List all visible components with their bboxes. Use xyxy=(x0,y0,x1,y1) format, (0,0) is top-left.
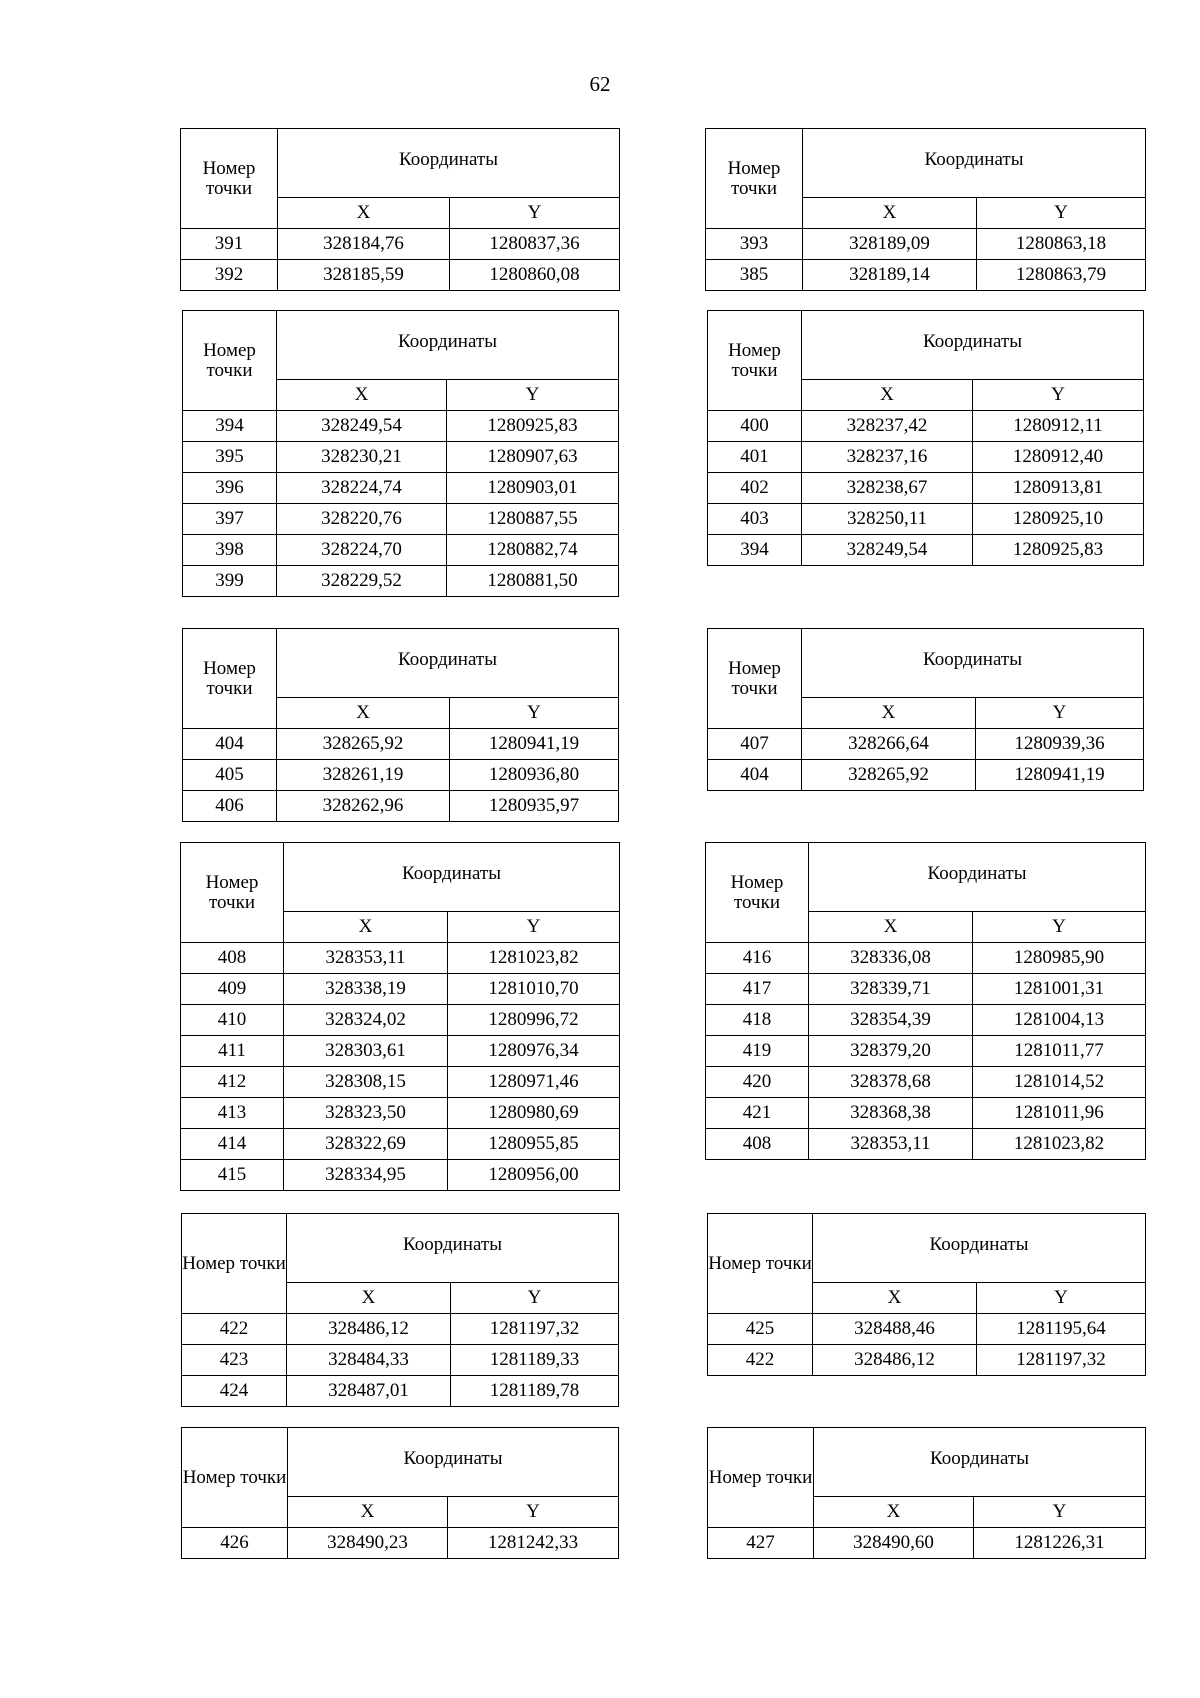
y-header: Y xyxy=(977,1283,1146,1314)
coordinates-header: Координаты xyxy=(803,129,1146,198)
point-number-header: Номер точки xyxy=(182,1428,288,1528)
table-row xyxy=(183,473,619,504)
x-coordinate-cell: 328229,52 xyxy=(277,566,447,597)
coordinate-table xyxy=(705,842,1146,1160)
y-coordinate-cell: 1280956,00 xyxy=(448,1160,620,1191)
coordinates-header: Координаты xyxy=(802,629,1144,698)
coordinate-table xyxy=(707,310,1144,566)
table-row xyxy=(706,1005,1146,1036)
y-coordinate-cell: 1280939,36 xyxy=(976,729,1144,760)
x-coordinate-cell: 328323,50 xyxy=(284,1098,448,1129)
coordinate-table xyxy=(707,1213,1146,1376)
y-coordinate-cell: 1281226,31 xyxy=(974,1528,1146,1559)
y-coordinate-cell: 1281014,52 xyxy=(973,1067,1146,1098)
x-header: X xyxy=(813,1283,977,1314)
point-number-cell: 392 xyxy=(181,260,278,291)
x-coordinate-cell: 328189,09 xyxy=(803,229,977,260)
y-coordinate-cell: 1281197,32 xyxy=(977,1345,1146,1376)
y-coordinate-cell: 1281004,13 xyxy=(973,1005,1146,1036)
table-row xyxy=(182,1528,619,1559)
table-row xyxy=(183,729,619,760)
x-coordinate-cell: 328308,15 xyxy=(284,1067,448,1098)
point-number-cell: 385 xyxy=(706,260,803,291)
y-coordinate-cell: 1281242,33 xyxy=(448,1528,619,1559)
point-number-cell: 393 xyxy=(706,229,803,260)
table-row xyxy=(181,1036,620,1067)
x-header: X xyxy=(802,698,976,729)
x-coordinate-cell: 328353,11 xyxy=(809,1129,973,1160)
y-coordinate-cell: 1281189,78 xyxy=(451,1376,619,1407)
y-coordinate-cell: 1281197,32 xyxy=(451,1314,619,1345)
x-coordinate-cell: 328262,96 xyxy=(277,791,450,822)
table-row xyxy=(181,1129,620,1160)
y-coordinate-cell: 1280936,80 xyxy=(450,760,619,791)
table-row xyxy=(708,1314,1146,1345)
x-coordinate-cell: 328185,59 xyxy=(278,260,450,291)
point-number-cell: 411 xyxy=(181,1036,284,1067)
coordinates-header: Координаты xyxy=(814,1428,1146,1497)
y-coordinate-cell: 1281023,82 xyxy=(448,943,620,974)
x-coordinate-cell: 328224,70 xyxy=(277,535,447,566)
y-coordinate-cell: 1280912,40 xyxy=(973,442,1144,473)
table-row xyxy=(181,260,620,291)
point-number-header: Номер точки xyxy=(182,1214,287,1314)
point-number-header: Номер точки xyxy=(708,629,802,729)
y-coordinate-cell: 1281195,64 xyxy=(977,1314,1146,1345)
x-coordinate-cell: 328484,33 xyxy=(287,1345,451,1376)
coordinate-table xyxy=(180,842,620,1191)
point-number-cell: 427 xyxy=(708,1528,814,1559)
y-coordinate-cell: 1280907,63 xyxy=(447,442,619,473)
y-coordinate-cell: 1280971,46 xyxy=(448,1067,620,1098)
point-number-cell: 398 xyxy=(183,535,277,566)
coordinates-header: Координаты xyxy=(284,843,620,912)
x-header: X xyxy=(802,380,973,411)
point-number-cell: 405 xyxy=(183,760,277,791)
coordinate-table xyxy=(180,128,620,291)
coordinate-table xyxy=(181,1213,619,1407)
point-number-cell: 409 xyxy=(181,974,284,1005)
y-coordinate-cell: 1280996,72 xyxy=(448,1005,620,1036)
point-number-cell: 423 xyxy=(182,1345,287,1376)
point-number-cell: 403 xyxy=(708,504,802,535)
point-number-cell: 414 xyxy=(181,1129,284,1160)
x-coordinate-cell: 328368,38 xyxy=(809,1098,973,1129)
y-coordinate-cell: 1280882,74 xyxy=(447,535,619,566)
y-coordinate-cell: 1280935,97 xyxy=(450,791,619,822)
point-number-cell: 418 xyxy=(706,1005,809,1036)
point-number-cell: 394 xyxy=(183,411,277,442)
y-coordinate-cell: 1280985,90 xyxy=(973,943,1146,974)
table-row xyxy=(181,943,620,974)
point-number-cell: 391 xyxy=(181,229,278,260)
x-coordinate-cell: 328261,19 xyxy=(277,760,450,791)
y-coordinate-cell: 1280925,83 xyxy=(447,411,619,442)
point-number-cell: 407 xyxy=(708,729,802,760)
point-number-cell: 408 xyxy=(181,943,284,974)
y-header: Y xyxy=(973,380,1144,411)
point-number-cell: 422 xyxy=(182,1314,287,1345)
point-number-cell: 424 xyxy=(182,1376,287,1407)
coordinate-table xyxy=(182,628,619,822)
table-row xyxy=(183,535,619,566)
coordinates-header: Координаты xyxy=(802,311,1144,380)
x-coordinate-cell: 328334,95 xyxy=(284,1160,448,1191)
y-coordinate-cell: 1281011,77 xyxy=(973,1036,1146,1067)
x-coordinate-cell: 328250,11 xyxy=(802,504,973,535)
table-row xyxy=(706,974,1146,1005)
x-coordinate-cell: 328189,14 xyxy=(803,260,977,291)
point-number-cell: 396 xyxy=(183,473,277,504)
point-number-cell: 421 xyxy=(706,1098,809,1129)
coordinates-header: Координаты xyxy=(277,311,619,380)
table-row xyxy=(181,974,620,1005)
point-number-cell: 422 xyxy=(708,1345,813,1376)
point-number-cell: 406 xyxy=(183,791,277,822)
point-number-cell: 395 xyxy=(183,442,277,473)
table-row xyxy=(706,260,1146,291)
point-number-cell: 401 xyxy=(708,442,802,473)
table-row xyxy=(181,1067,620,1098)
y-coordinate-cell: 1281023,82 xyxy=(973,1129,1146,1160)
point-number-cell: 402 xyxy=(708,473,802,504)
table-row xyxy=(182,1376,619,1407)
table-row xyxy=(708,729,1144,760)
table-row xyxy=(181,229,620,260)
x-coordinate-cell: 328339,71 xyxy=(809,974,973,1005)
y-coordinate-cell: 1280863,79 xyxy=(977,260,1146,291)
coordinate-table xyxy=(181,1427,619,1559)
coordinates-header: Координаты xyxy=(288,1428,619,1497)
x-coordinate-cell: 328353,11 xyxy=(284,943,448,974)
y-coordinate-cell: 1280863,18 xyxy=(977,229,1146,260)
y-coordinate-cell: 1280976,34 xyxy=(448,1036,620,1067)
y-coordinate-cell: 1280980,69 xyxy=(448,1098,620,1129)
point-number-header: Номер точки xyxy=(708,311,802,411)
point-number-header: Номер точки xyxy=(183,629,277,729)
x-coordinate-cell: 328237,16 xyxy=(802,442,973,473)
y-coordinate-cell: 1280881,50 xyxy=(447,566,619,597)
table-row xyxy=(706,943,1146,974)
table-row xyxy=(181,1005,620,1036)
y-header: Y xyxy=(450,198,620,229)
table-row xyxy=(181,1160,620,1191)
y-header: Y xyxy=(974,1497,1146,1528)
x-header: X xyxy=(278,198,450,229)
x-coordinate-cell: 328336,08 xyxy=(809,943,973,974)
table-row xyxy=(183,504,619,535)
x-coordinate-cell: 328354,39 xyxy=(809,1005,973,1036)
coordinate-table xyxy=(705,128,1146,291)
x-coordinate-cell: 328265,92 xyxy=(277,729,450,760)
x-coordinate-cell: 328378,68 xyxy=(809,1067,973,1098)
point-number-cell: 417 xyxy=(706,974,809,1005)
table-row xyxy=(182,1314,619,1345)
x-coordinate-cell: 328490,23 xyxy=(288,1528,448,1559)
coordinates-header: Координаты xyxy=(277,629,619,698)
y-header: Y xyxy=(447,380,619,411)
table-row xyxy=(708,411,1144,442)
table-row xyxy=(706,229,1146,260)
table-row xyxy=(708,535,1144,566)
point-number-cell: 397 xyxy=(183,504,277,535)
point-number-cell: 425 xyxy=(708,1314,813,1345)
table-row xyxy=(183,566,619,597)
x-coordinate-cell: 328379,20 xyxy=(809,1036,973,1067)
table-row xyxy=(708,473,1144,504)
x-coordinate-cell: 328249,54 xyxy=(802,535,973,566)
y-header: Y xyxy=(451,1283,619,1314)
table-row xyxy=(706,1129,1146,1160)
x-coordinate-cell: 328238,67 xyxy=(802,473,973,504)
x-coordinate-cell: 328490,60 xyxy=(814,1528,974,1559)
coordinate-table xyxy=(707,628,1144,791)
y-coordinate-cell: 1280955,85 xyxy=(448,1129,620,1160)
point-number-cell: 426 xyxy=(182,1528,288,1559)
table-row xyxy=(708,1345,1146,1376)
y-coordinate-cell: 1280925,83 xyxy=(973,535,1144,566)
x-header: X xyxy=(287,1283,451,1314)
x-coordinate-cell: 328249,54 xyxy=(277,411,447,442)
point-number-header: Номер точки xyxy=(708,1428,814,1528)
point-number-cell: 412 xyxy=(181,1067,284,1098)
x-header: X xyxy=(814,1497,974,1528)
y-coordinate-cell: 1280941,19 xyxy=(450,729,619,760)
y-coordinate-cell: 1280903,01 xyxy=(447,473,619,504)
x-header: X xyxy=(288,1497,448,1528)
point-number-cell: 419 xyxy=(706,1036,809,1067)
x-coordinate-cell: 328230,21 xyxy=(277,442,447,473)
table-row xyxy=(708,442,1144,473)
table-row xyxy=(181,1098,620,1129)
y-coordinate-cell: 1280941,19 xyxy=(976,760,1144,791)
table-row xyxy=(182,1345,619,1376)
point-number-header: Номер точки xyxy=(183,311,277,411)
y-coordinate-cell: 1280860,08 xyxy=(450,260,620,291)
point-number-cell: 420 xyxy=(706,1067,809,1098)
x-coordinate-cell: 328338,19 xyxy=(284,974,448,1005)
table-row xyxy=(706,1098,1146,1129)
table-row xyxy=(183,791,619,822)
point-number-header: Номер точки xyxy=(181,129,278,229)
point-number-cell: 416 xyxy=(706,943,809,974)
table-row xyxy=(183,442,619,473)
x-coordinate-cell: 328488,46 xyxy=(813,1314,977,1345)
y-header: Y xyxy=(973,912,1146,943)
y-coordinate-cell: 1280925,10 xyxy=(973,504,1144,535)
point-number-header: Номер точки xyxy=(706,129,803,229)
x-coordinate-cell: 328220,76 xyxy=(277,504,447,535)
y-coordinate-cell: 1280887,55 xyxy=(447,504,619,535)
point-number-cell: 408 xyxy=(706,1129,809,1160)
x-coordinate-cell: 328184,76 xyxy=(278,229,450,260)
coordinates-header: Координаты xyxy=(809,843,1146,912)
y-header: Y xyxy=(448,912,620,943)
coordinates-header: Координаты xyxy=(287,1214,619,1283)
y-coordinate-cell: 1281011,96 xyxy=(973,1098,1146,1129)
x-header: X xyxy=(277,698,450,729)
table-row xyxy=(708,760,1144,791)
point-number-header: Номер точки xyxy=(708,1214,813,1314)
x-coordinate-cell: 328266,64 xyxy=(802,729,976,760)
table-row xyxy=(183,411,619,442)
point-number-cell: 399 xyxy=(183,566,277,597)
table-row xyxy=(708,504,1144,535)
point-number-header: Номер точки xyxy=(181,843,284,943)
table-row xyxy=(183,760,619,791)
x-coordinate-cell: 328324,02 xyxy=(284,1005,448,1036)
x-coordinate-cell: 328303,61 xyxy=(284,1036,448,1067)
x-coordinate-cell: 328486,12 xyxy=(287,1314,451,1345)
point-number-cell: 404 xyxy=(708,760,802,791)
point-number-cell: 404 xyxy=(183,729,277,760)
coordinate-table xyxy=(182,310,619,597)
y-header: Y xyxy=(977,198,1146,229)
y-header: Y xyxy=(976,698,1144,729)
table-row xyxy=(706,1067,1146,1098)
x-coordinate-cell: 328224,74 xyxy=(277,473,447,504)
y-coordinate-cell: 1280837,36 xyxy=(450,229,620,260)
point-number-cell: 415 xyxy=(181,1160,284,1191)
page-number: 62 xyxy=(589,72,611,96)
y-header: Y xyxy=(448,1497,619,1528)
x-header: X xyxy=(284,912,448,943)
x-header: X xyxy=(277,380,447,411)
y-coordinate-cell: 1281010,70 xyxy=(448,974,620,1005)
x-coordinate-cell: 328237,42 xyxy=(802,411,973,442)
y-coordinate-cell: 1281001,31 xyxy=(973,974,1146,1005)
table-row xyxy=(708,1528,1146,1559)
y-coordinate-cell: 1280913,81 xyxy=(973,473,1144,504)
x-coordinate-cell: 328487,01 xyxy=(287,1376,451,1407)
point-number-cell: 410 xyxy=(181,1005,284,1036)
point-number-cell: 400 xyxy=(708,411,802,442)
table-row xyxy=(706,1036,1146,1067)
y-coordinate-cell: 1280912,11 xyxy=(973,411,1144,442)
point-number-header: Номер точки xyxy=(706,843,809,943)
coordinates-header: Координаты xyxy=(278,129,620,198)
x-coordinate-cell: 328322,69 xyxy=(284,1129,448,1160)
y-header: Y xyxy=(450,698,619,729)
x-coordinate-cell: 328486,12 xyxy=(813,1345,977,1376)
point-number-cell: 413 xyxy=(181,1098,284,1129)
coordinate-table xyxy=(707,1427,1146,1559)
x-header: X xyxy=(803,198,977,229)
y-coordinate-cell: 1281189,33 xyxy=(451,1345,619,1376)
point-number-cell: 394 xyxy=(708,535,802,566)
x-coordinate-cell: 328265,92 xyxy=(802,760,976,791)
coordinates-header: Координаты xyxy=(813,1214,1146,1283)
x-header: X xyxy=(809,912,973,943)
